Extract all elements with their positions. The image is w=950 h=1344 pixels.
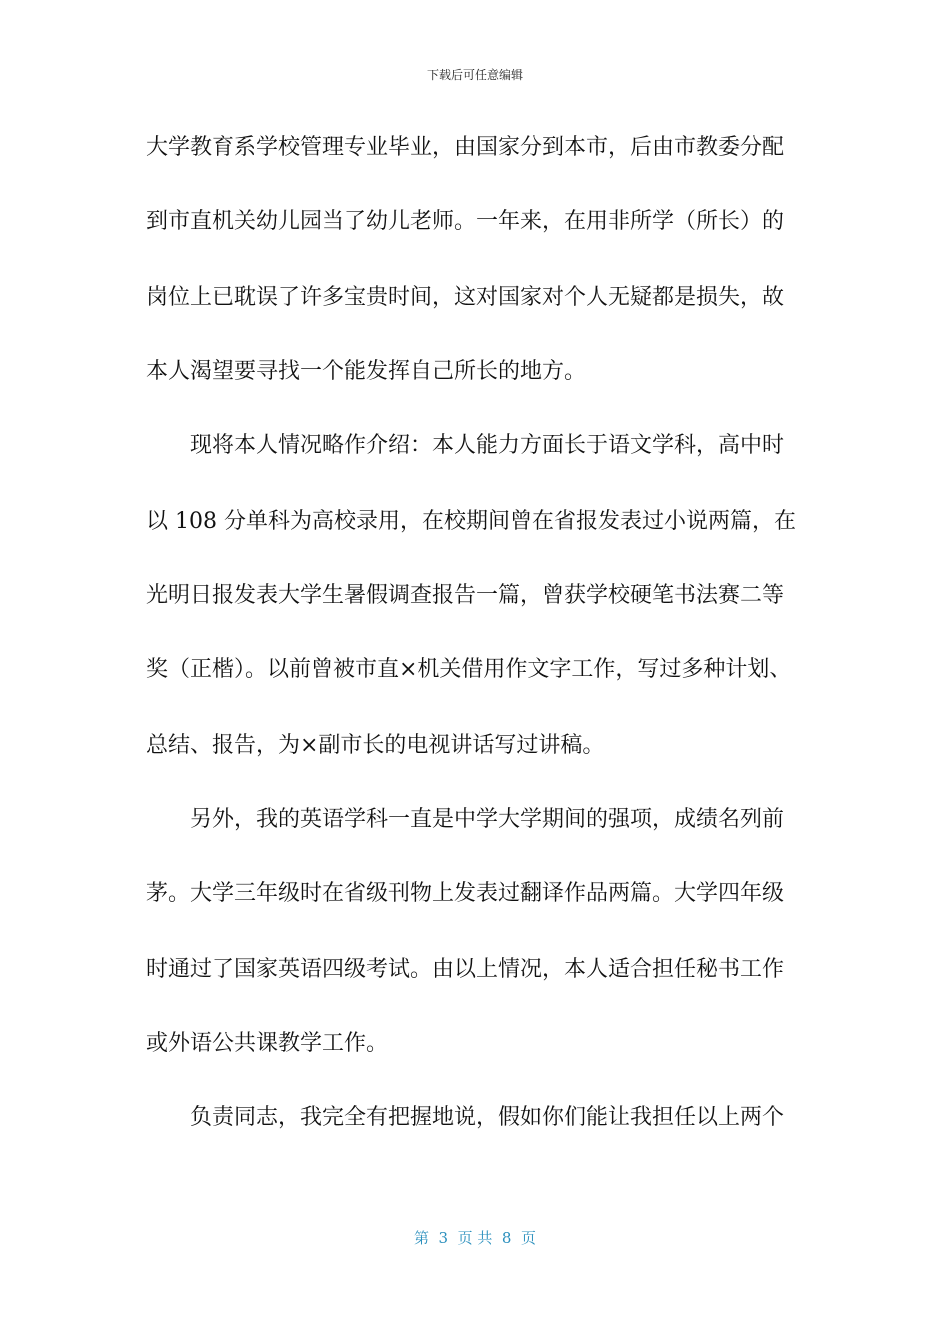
body-line: 时通过了国家英语四级考试。由以上情况，本人适合担任秘书工作 [146,957,785,982]
body-line: 到市直机关幼儿园当了幼儿老师。一年来，在用非所学（所长）的 [146,209,785,234]
body-line: 奖（正楷）。以前曾被市直×机关借用作文字工作，写过多种计划、 [146,657,792,682]
body-line: 茅。大学三年级时在省级刊物上发表过翻译作品两篇。大学四年级 [146,881,785,906]
body-line: 以 108 分单科为高校录用，在校期间曾在省报发表过小说两篇，在 [146,509,796,534]
body-line: 大学教育系学校管理专业毕业，由国家分到本市，后由市教委分配 [146,135,785,160]
body-line: 另外，我的英语学科一直是中学大学期间的强项，成绩名列前 [146,807,785,832]
page-header-note: 下载后可任意编辑 [426,68,523,82]
page-number-footer: 第 3 页 共 8 页 [414,1229,536,1247]
body-line: 负责同志，我完全有把握地说，假如你们能让我担任以上两个 [146,1105,785,1130]
body-line: 本人渴望要寻找一个能发挥自己所长的地方。 [146,359,587,384]
body-line: 岗位上已耽误了许多宝贵时间，这对国家对个人无疑都是损失，故 [146,285,785,310]
body-line: 光明日报发表大学生暑假调查报告一篇，曾获学校硬笔书法赛二等 [146,583,785,608]
body-line: 现将本人情况略作介绍：本人能力方面长于语文学科，高中时 [146,433,785,458]
body-line: 总结、报告，为×副市长的电视讲话写过讲稿。 [146,733,605,758]
body-line: 或外语公共课教学工作。 [146,1031,389,1056]
